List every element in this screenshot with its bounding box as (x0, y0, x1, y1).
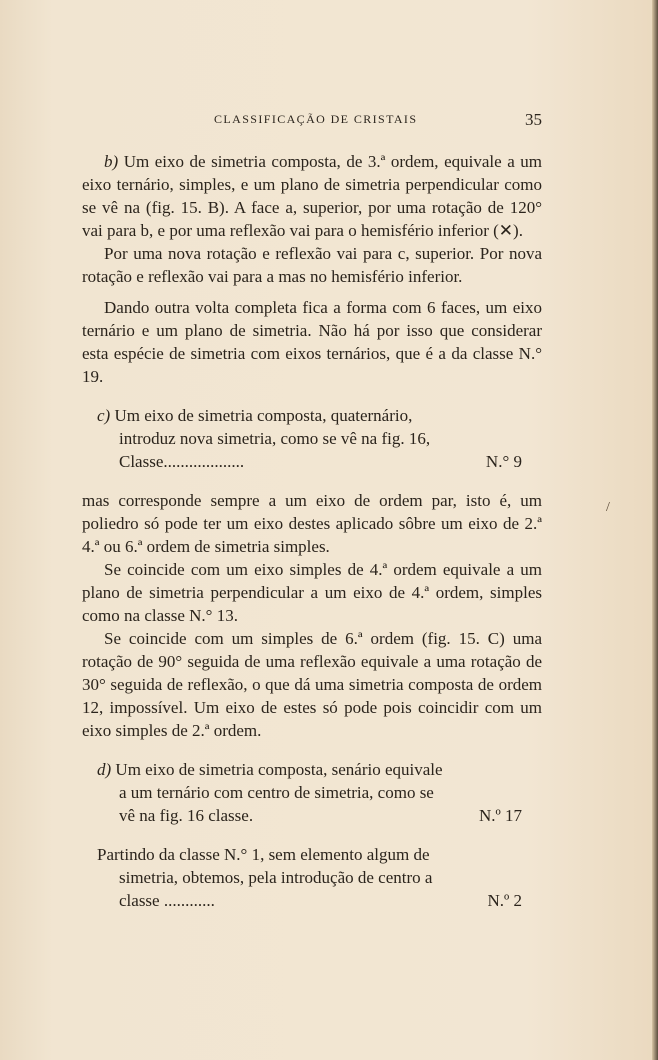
paragraph: Por uma nova rotação e reflexão vai para c, superior. Por nova rotação e reflexão vai para a mas no hemisfério inferior. (82, 244, 542, 286)
paragraph-b (82, 150, 542, 242)
item-label: c) (97, 406, 111, 425)
page-edge-shadow (652, 0, 658, 1060)
paragraph: Se coincide com um simples de 6.ª ordem (fig. 15. C) uma rotação de 90° seguida de uma reflexão equivale a uma rotação de 30° seguida de reflexão, o que dá uma simetria composta de ordem 12, impossível. Um eixo de estes só pode pois coincidir com um eixo simples de 2.ª ordem. (82, 629, 542, 740)
item-text: Partindo da classe N.° 1, sem elemento algum de simetria, obtemos, pela introdução de centro a classe ............ (97, 845, 433, 910)
paragraph: Dando outra volta completa fica a forma com 6 faces, um eixo ternário e um plano de simetria. Não há por isso que considerar esta espécie de simetria com eixos ternários, que é a da classe N.° 19. (82, 298, 542, 386)
item-label: b) (104, 152, 119, 171)
class-number: N.° 9 (485, 452, 522, 471)
leader-dots: ................... (163, 452, 245, 471)
body-text (82, 150, 542, 912)
list-item-e (82, 843, 542, 912)
leader-dots: ............ (163, 891, 215, 910)
pencil-mark-icon: / (606, 500, 610, 515)
class-number: N.º 2 (487, 891, 522, 910)
page-number: 35 (525, 110, 542, 129)
paragraph: Se coincide com um eixo simples de 4.ª ordem equivale a um plano de simetria perpendicular a um eixo de 4.ª ordem, simples como na classe N.° 13. (82, 560, 542, 625)
list-item-c (82, 404, 542, 473)
paragraph: mas corresponde sempre a um eixo de ordem par, isto é, um poliedro só pode ter um eixo destes aplicado sôbre um eixo de 2.ª 4.ª ou 6.ª ordem de simetria simples. (82, 491, 542, 556)
paragraph-text: Um eixo de simetria composta, de 3.ª ordem, equivale a um eixo ternário, simples, e um plano de simetria perpendicular como se vê na (fig. 15. B). A face a, superior, por uma rotação de 120° vai para b, e por uma reflexão vai para o hemisfério inferior (✕). (82, 152, 542, 240)
item-label: d) (97, 760, 112, 779)
page-header (82, 110, 542, 134)
running-head: CLASSIFICAÇÃO DE CRISTAIS (214, 112, 418, 126)
item-text: d) Um eixo de simetria composta, senário equivale a um ternário com centro de simetria, como se vê na fig. 16 classe. (97, 760, 443, 825)
item-text: c) Um eixo de simetria composta, quaternário, introduz nova simetria, como se vê na fig. 16, Classe................... (97, 406, 431, 471)
list-item-d (82, 758, 542, 827)
class-number: N.º 17 (478, 806, 522, 825)
